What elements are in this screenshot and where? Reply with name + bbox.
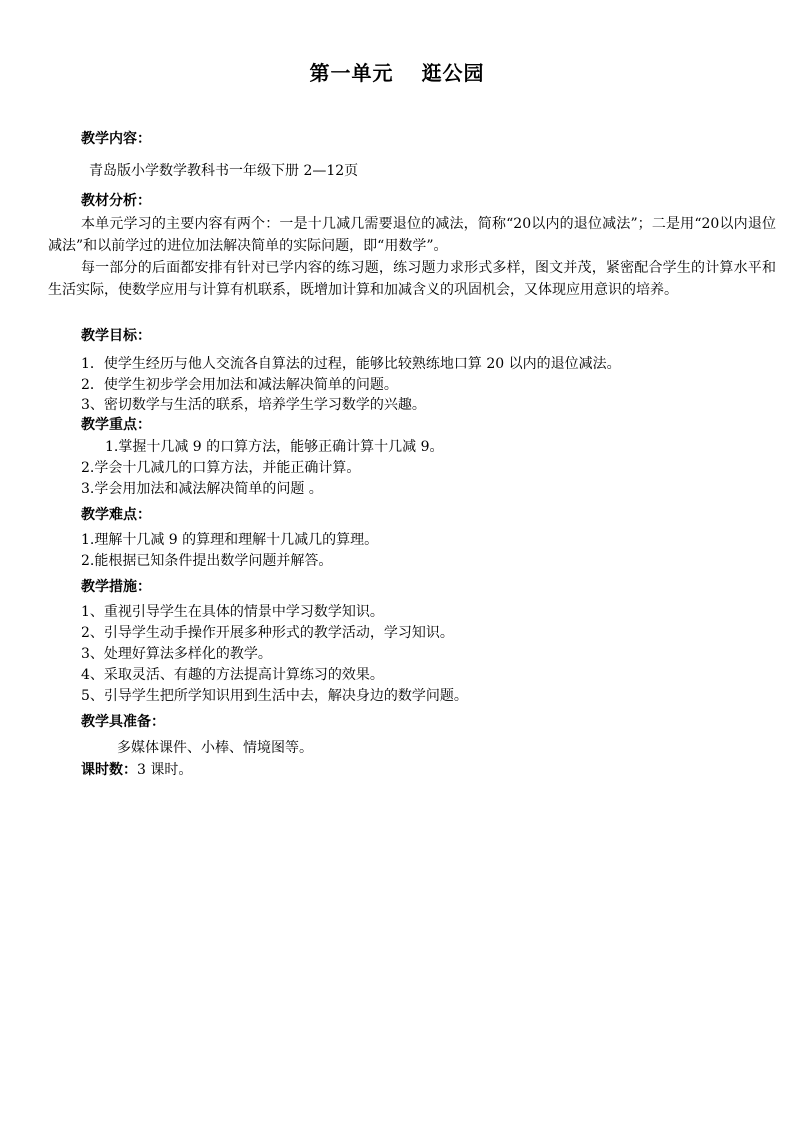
measure-item: 2、引导学生动手操作开展多种形式的教学活动，学习知识。: [81, 625, 454, 641]
title-topic: 逛公园: [421, 61, 485, 85]
difficulty-item: 2.能根据已知条件提出数学问题并解答。: [81, 553, 333, 569]
key-point-item: 1.掌握十几减 9 的口算方法，能够正确计算十几减 9。: [105, 439, 444, 455]
goal-item: 3、密切数学与生活的联系，培养学生学习数学的兴趣。: [81, 397, 426, 413]
content-text: 青岛版小学数学教科书一年级下册 2—12页: [89, 163, 359, 179]
content-heading: 教学内容：: [81, 131, 151, 147]
measure-item: 4、采取灵活、有趣的方法提高计算练习的效果。: [81, 667, 384, 683]
measures-heading: 教学措施：: [81, 579, 151, 595]
goals-heading: 教学目标：: [81, 328, 151, 344]
difficulty-item: 1.理解十几减 9 的算理和理解十几减几的算理。: [81, 532, 379, 548]
measure-item: 5、引导学生把所学知识用到生活中去，解决身边的数学问题。: [81, 688, 468, 704]
analysis-paragraph-2: 每一部分的后面都安排有针对已学内容的练习题，练习题力求形式多样，图文并茂，紧密配合学生的计算水平和生活实际，使数学应用与计算有机联系，既增加计算和加减含义的巩固机会，又体现应用意识的培养。: [48, 260, 776, 298]
page-title: [0, 57, 794, 86]
key-points-heading: 教学重点：: [81, 417, 151, 433]
tools-heading: 教学具准备：: [81, 714, 165, 730]
key-point-item: 3.学会用加法和减法解决简单的问题 。: [81, 481, 323, 497]
measure-item: 1、重视引导学生在具体的情景中学习数学知识。: [81, 604, 384, 620]
measure-item: 3、处理好算法多样化的教学。: [81, 646, 272, 662]
title-unit: 第一单元: [309, 61, 394, 85]
key-point-item: 2.学会十几减几的口算方法，并能正确计算。: [81, 460, 361, 476]
hours-line: [81, 759, 192, 779]
analysis-paragraph-1: 本单元学习的主要内容有两个：一是十几减几需要退位的减法，简称“20以内的退位减法”；二是用“20以内退位减法”和以前学过的进位加法解决简单的实际问题，即“用数学”。: [48, 216, 776, 254]
goal-item: 2．使学生初步学会用加法和减法解决简单的问题。: [81, 377, 398, 393]
goal-item: 1．使学生经历与他人交流各自算法的过程，能够比较熟练地口算 20 以内的退位减法。: [81, 356, 621, 372]
hours-label: 课时数：: [81, 762, 137, 778]
tools-text: 多媒体课件、小棒、情境图等。: [117, 740, 313, 756]
analysis-heading: 教材分析：: [81, 193, 151, 209]
difficulties-heading: 教学难点：: [81, 507, 151, 523]
hours-value: 3 课时。: [137, 762, 193, 778]
